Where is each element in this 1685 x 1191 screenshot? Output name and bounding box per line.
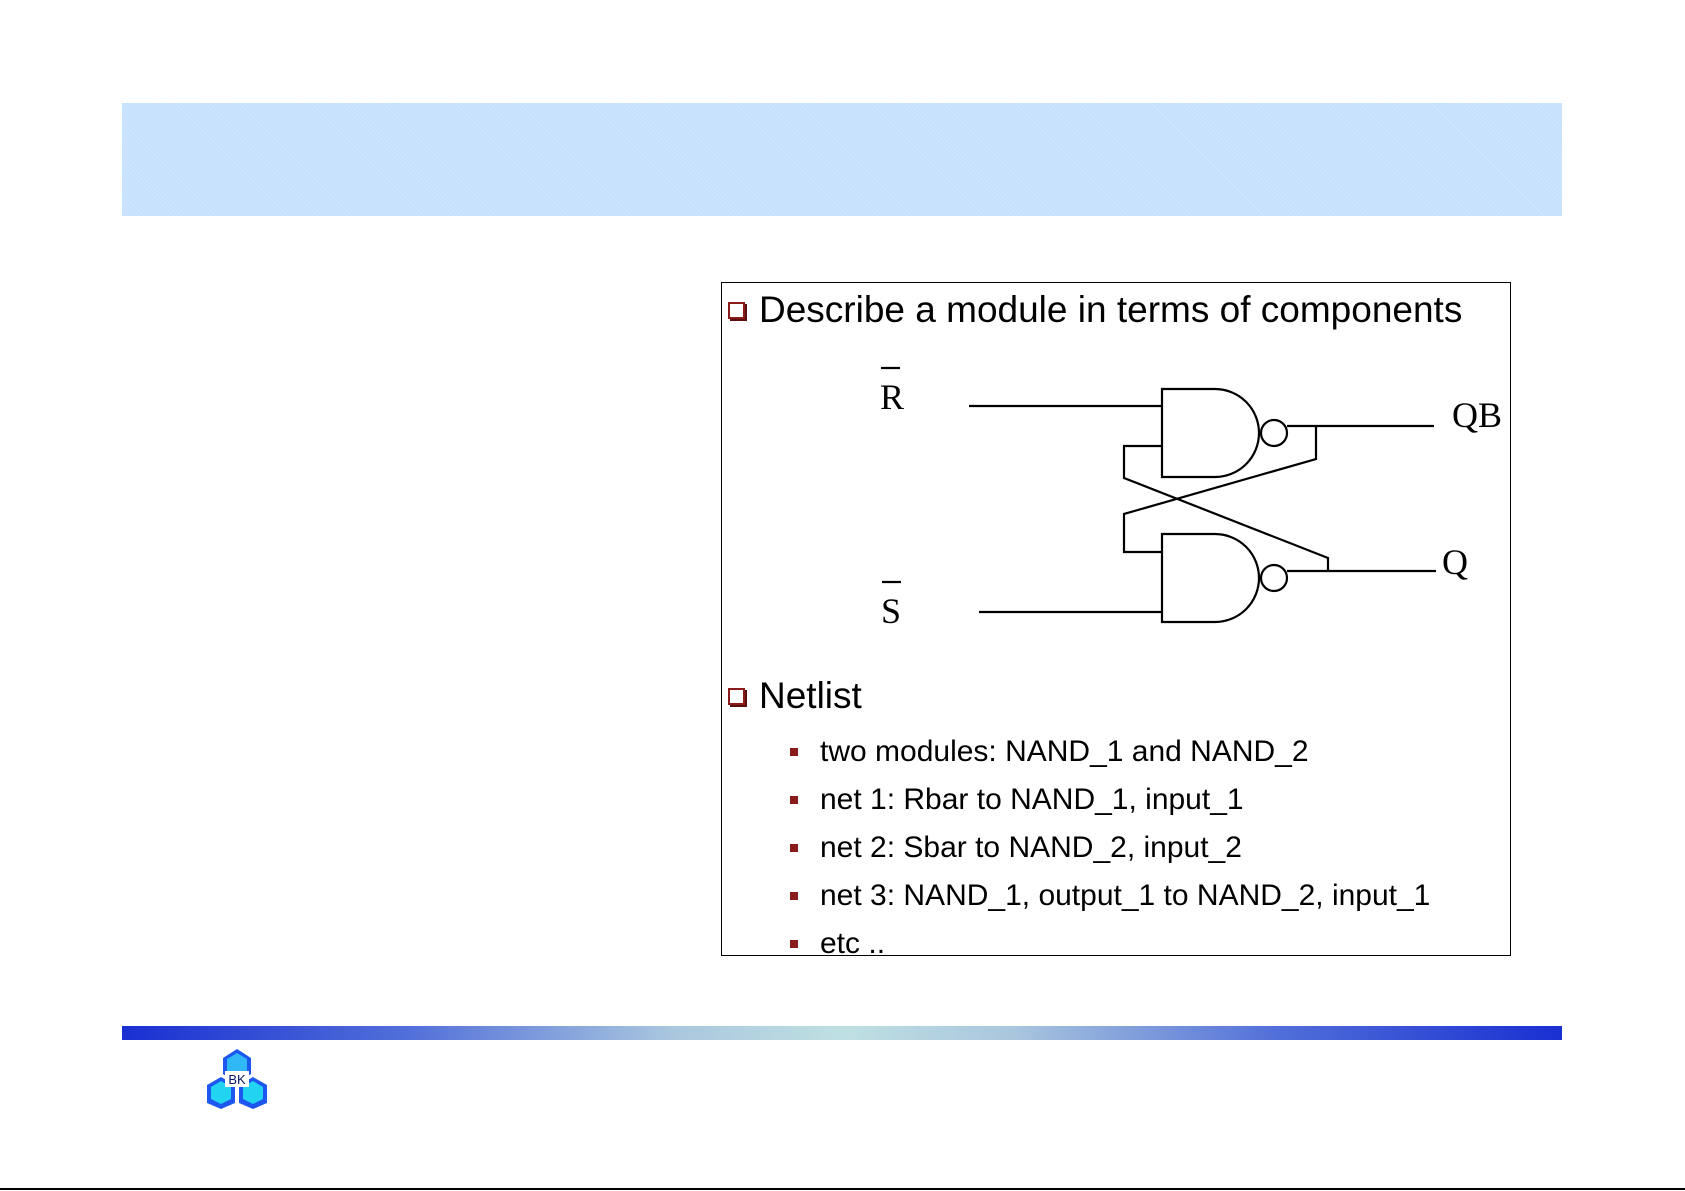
bullet-text: Describe a module in terms of components <box>759 289 1463 330</box>
list-item-text: two modules: NAND_1 and NAND_2 <box>820 735 1309 768</box>
list-item <box>790 728 1430 776</box>
list-item-text: net 3: NAND_1, output_1 to NAND_2, input_1 <box>820 879 1431 912</box>
s-label: S <box>881 591 902 631</box>
university-logo-icon <box>205 1047 269 1111</box>
nand-gate-1-bubble <box>1261 420 1287 446</box>
q-label: Q <box>1442 542 1468 582</box>
nand-gate-2-bubble <box>1261 565 1287 591</box>
list-item <box>790 776 1430 824</box>
bullet-text: Netlist <box>759 675 862 716</box>
r-label: R <box>880 377 905 417</box>
small-square-bullet-icon <box>790 796 798 804</box>
small-square-bullet-icon <box>790 940 798 948</box>
sr-latch-diagram <box>722 283 1512 663</box>
small-square-bullet-icon <box>790 892 798 900</box>
square-bullet-icon <box>728 688 745 705</box>
list-item <box>790 824 1430 872</box>
bullet-netlist <box>728 675 862 717</box>
nand-gate-2 <box>1162 534 1259 622</box>
nand-gate-1 <box>1162 389 1259 477</box>
logo-text: BK <box>228 1072 246 1087</box>
title-band <box>122 103 1562 216</box>
bottom-edge-line <box>0 1188 1685 1190</box>
footer-gradient-bar <box>122 1026 1562 1040</box>
list-item-text: net 1: Rbar to NAND_1, input_1 <box>820 783 1244 816</box>
slide-content-box <box>721 282 1511 960</box>
qb-label: QB <box>1452 395 1503 435</box>
list-item <box>790 920 1430 968</box>
small-square-bullet-icon <box>790 748 798 756</box>
list-item-text: net 2: Sbar to NAND_2, input_2 <box>820 831 1242 864</box>
netlist-items <box>790 728 1430 968</box>
list-item-text: etc .. <box>820 927 886 960</box>
list-item <box>790 872 1430 920</box>
small-square-bullet-icon <box>790 844 798 852</box>
